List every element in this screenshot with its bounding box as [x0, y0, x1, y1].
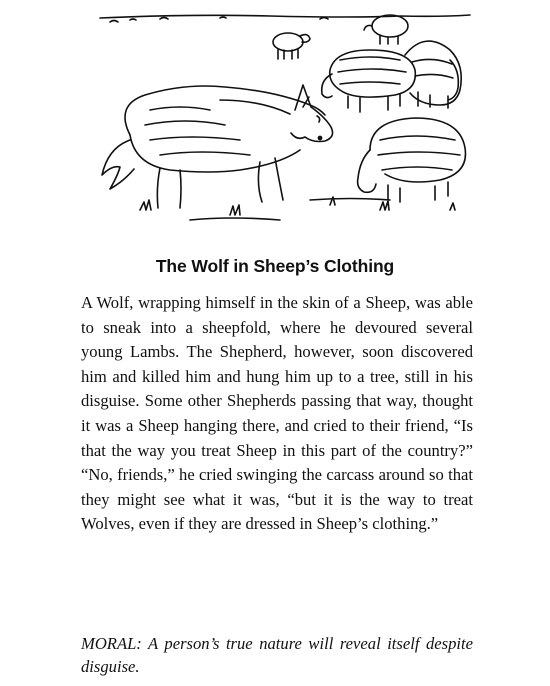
grazing-sheep-pair-icon [322, 41, 462, 112]
story-body [81, 291, 473, 537]
hill-sheep-icon [364, 15, 408, 44]
wolf-and-sheep-illustration [70, 0, 490, 235]
distant-sheep-icon [273, 33, 310, 59]
moral-text: MORAL: A person’s true nature will reveal itself despite disguise. [81, 634, 473, 676]
story-paragraph: A Wolf, wrapping himself in the skin of a Sheep, was able to sneak into a sheepfold, where he devoured several young Lambs. The Shepherd, however, soon discovered him and killed him and hung him up to a tree, still in his disguise. Some other Shepherds passing that way, thought it was a Sheep hanging there, and cried to their friend, “Is that the way you treat Sheep in this part of the country?” “No, friends,” he cried swinging the carcass around so that they might see what it was, “but it is the way to treat Wolves, even if they are dressed in Sheep’s clothing.” [81, 293, 473, 534]
story-moral [81, 633, 473, 678]
horizon-line [100, 15, 470, 18]
grass-tufts [140, 197, 455, 220]
wolf-in-sheepskin-icon [102, 85, 333, 208]
grazing-sheep-icon [358, 118, 466, 202]
story-title: The Wolf in Sheep’s Clothing [155, 256, 395, 276]
